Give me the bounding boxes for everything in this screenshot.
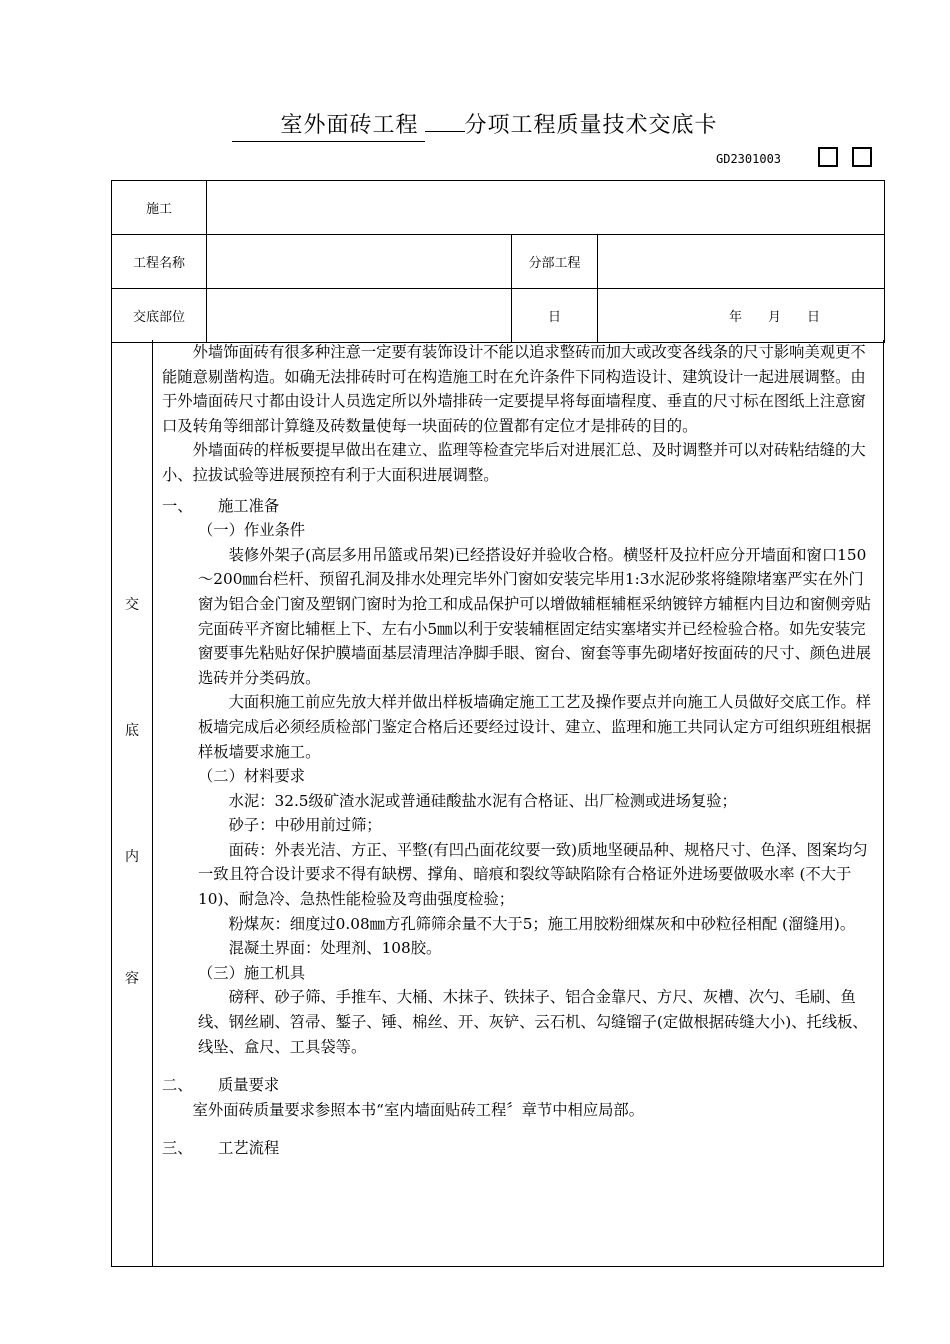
side-char-2: 底 [125,723,139,739]
side-char-1: 交 [125,597,139,613]
title-project: 室外面砖工程 [232,108,424,142]
work-conditions-paragraph-2: 大面积施工前应先放大样并做出样板墙确定施工工艺及操作要点并向施工人员做好交底工作。样板墙完成后必须经质检部门鉴定合格后还要经过设计、建立、监理和施工共同认定方可组织班组根据样板墙要求施工。 [198,693,872,761]
section-2-number: 二、 [162,1076,193,1095]
subsection-1-3: （三）施工机具 [198,963,306,982]
work-conditions-paragraph-1: 装修外架子(高层多用吊篮或吊架)已经搭设好并验收合格。横竖杆及拉杆应分开墙面和窗口150～200㎜台栏杆、预留孔洞及排水处理完毕外门窗如安装完毕用1:3水泥砂浆将缝隙堵塞严实在外门窗为铝合金门窗及塑钢门窗时为抢工和成品保护可以增做辅框辅框采纳镀锌方辅框内目边和窗侧旁贴完面砖平齐窗比辅框上下、左右小5㎜以利于安装辅框固定结实塞堵实并已经检验合格。如先安装完窗要事先粘贴好保护膜墙面基层清理洁净脚手眼、窗台、窗套等事先砌堵好按面砖的尺寸、颜色进展选砖并分类码放。 [198,545,872,687]
label-project-name: 工程名称 [112,235,207,289]
section-2-title: 质量要求 [218,1076,280,1095]
checkbox-1[interactable] [818,147,838,167]
title-suffix: 分项工程质量技术交底卡 [464,113,718,138]
subsection-1-1: （一）作业条件 [198,521,306,540]
tools-paragraph: 磅秤、砂子筛、手推车、大桶、木抹子、铁抹子、铝合金靠尺、方尺、灰槽、次勺、毛刷、鱼线、钢丝刷、笤帚、錾子、锤、棉丝、开、灰铲、云石机、勾缝镏子(定做根据砖缝大小)、托线板、线坠、盒尺、工具袋等。 [198,988,868,1056]
value-sub-project[interactable] [598,235,885,289]
title-underline [425,111,465,132]
side-label [112,340,153,1266]
label-construction: 施工 [112,181,207,235]
side-char-4: 容 [125,971,139,987]
intro-paragraph-2: 外墙面砖的样板要提早做出在建立、监理等检查完毕后对进展汇总、及时调整并可以对砖粘结缝的大小、拉拔试验等进展预控有利于大面积进展调整。 [162,441,866,484]
quality-paragraph: 室外面砖质量要求参照本书“室内墙面贴砖工程〞章节中相应局部。 [192,1100,645,1119]
material-fly-ash: 粉煤灰：细度过0.08㎜方孔筛筛余量不大于5；施工用胶粉细煤灰和中砂粒径相配 (溜缝用)。 [228,914,856,933]
section-3-heading [162,1136,878,1161]
section-1-heading [162,494,878,519]
label-sub-project: 分部工程 [512,235,598,289]
value-construction[interactable] [207,181,885,235]
material-cement: 水泥：32.5级矿渣水泥或普通硅酸盐水泥有合格证、出厂检测或进场复验； [228,791,737,810]
checkbox-2[interactable] [852,147,872,167]
label-date: 日 [512,289,598,343]
section-1-number: 一、 [162,496,193,515]
handover-content [111,340,884,1267]
side-char-3: 内 [125,849,139,865]
header-table [111,180,885,343]
document-code: GD2301003 [716,152,782,166]
section-3-number: 三、 [162,1139,193,1158]
subsection-1-2: （二）材料要求 [198,767,306,786]
section-3-title: 工艺流程 [218,1139,280,1158]
material-tile: 面砖：外表光洁、方正、平整(有凹凸面花纹要一致)质地坚硬品种、规格尺寸、色泽、图案均匀一致且符合设计要求不得有缺楞、撑角、暗痕和裂纹等缺陷除有合格证外进场要做吸水率 (不大于10)、耐急冷、急热性能检验及弯曲强度检验； [198,840,868,909]
content-body [162,340,878,1161]
value-date[interactable]: 年 月 日 [598,289,885,343]
value-project-name[interactable] [207,235,512,289]
intro-paragraph-1: 外墙饰面砖有很多种注意一定要有装饰设计不能以追求整砖而加大或改变各线条的尺寸影响美观更不能随意剔凿构造。如确无法排砖时可在构造施工时在允许条件下同构造设计、建筑设计一起进展调整。由于外墙面砖尺寸都由设计人员选定所以外墙排砖一定要提早将每面墙程度、垂直的尺寸标在图纸上注意窗口及转角等细部计算缝及砖数量使每一块面砖的位置都有定位才是排砖的目的。 [162,343,866,435]
material-sand: 砂子：中砂用前过筛； [228,816,382,835]
material-interface: 混凝土界面：处理剂、108胶。 [228,939,442,958]
section-2-heading [162,1073,878,1098]
value-handover-location[interactable] [207,289,512,343]
section-1-title: 施工准备 [218,496,280,515]
label-handover-location: 交底部位 [112,289,207,343]
page-title [0,108,950,142]
